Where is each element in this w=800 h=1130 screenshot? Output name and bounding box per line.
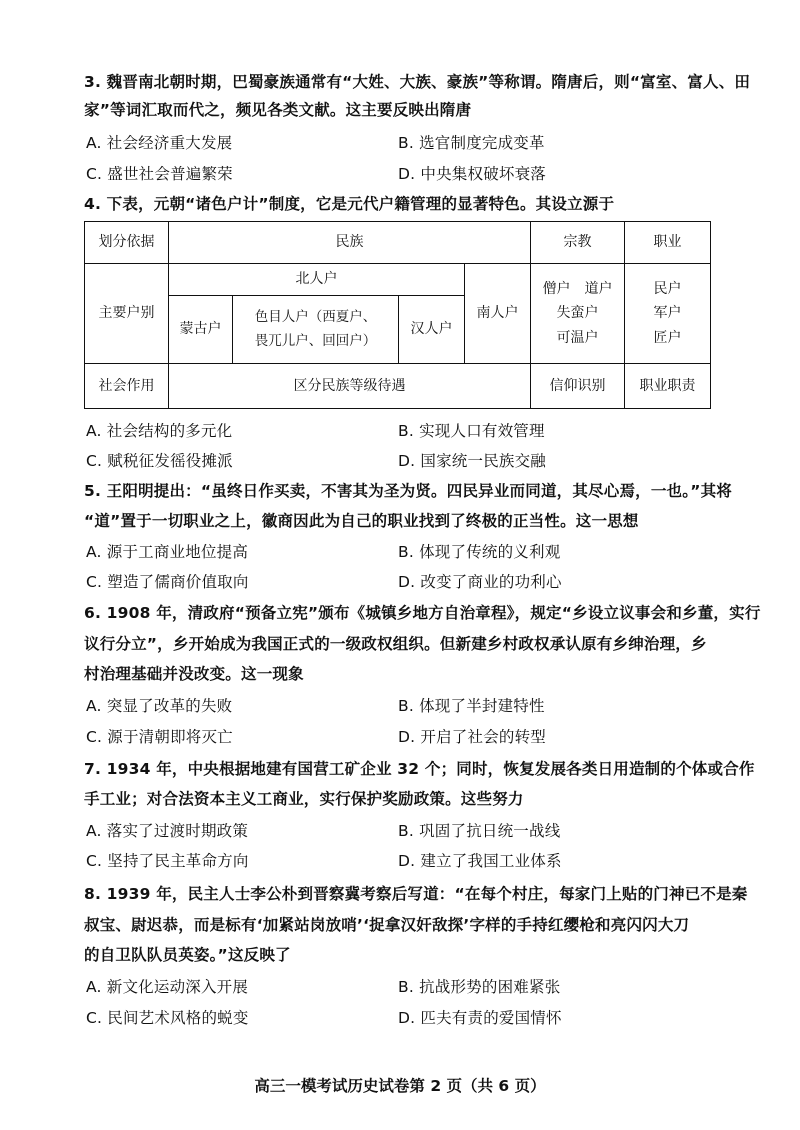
q8-option-a: A. 新文化运动深入开展 [86, 978, 249, 996]
q3-stem-line-1: 3. 魏晋南北朝时期，巴蜀豪族通常有“大姓、大族、豪族”等称谓。隋唐后，则“富室、富人、田 [84, 73, 751, 91]
table-cell-semu [233, 296, 399, 364]
q5-option-c: C. 塑造了儒商价值取向 [86, 573, 249, 591]
table-header-occupation: 职业 [625, 222, 711, 264]
q8-stem-line-2: 叔宝、尉迟恭，而是标有‘加紧站岗放哨’‘捉拿汉奸敌探’字样的手持红缨枪和亮闪闪大刀 [84, 916, 690, 934]
q7-option-d: D. 建立了我国工业体系 [398, 852, 562, 870]
q5-stem-line-2: “道”置于一切职业之上，徽商因此为自己的职业找到了终极的正当性。这一思想 [84, 512, 639, 530]
q6-option-b: B. 体现了半封建特性 [398, 697, 545, 715]
q8-stem-line-3: 的自卫队队员英姿。”这反映了 [84, 946, 291, 964]
household-registration-table [84, 221, 711, 409]
q4-option-c: C. 赋税征发徭役摊派 [86, 452, 233, 470]
semu-line-2: 畏兀儿户、回回户） [254, 332, 377, 349]
q3-option-d: D. 中央集权破坏衰落 [398, 165, 546, 183]
table-header-basis: 划分依据 [85, 222, 169, 264]
table-row-label-main: 主要户别 [85, 264, 169, 364]
q3-option-a: A. 社会经济重大发展 [86, 134, 233, 152]
q4-option-d: D. 国家统一民族交融 [398, 452, 546, 470]
occupation-type-2: 军户 [653, 305, 682, 322]
q7-option-c: C. 坚持了民主革命方向 [86, 852, 249, 870]
religion-type-3: 可温户 [556, 329, 599, 346]
table-cell-role-occupation: 职业职责 [625, 364, 711, 409]
q6-option-c: C. 源于清朝即将灭亡 [86, 728, 233, 746]
table-cell-han: 汉人户 [399, 296, 465, 364]
q3-stem-line-2: 家”等词汇取而代之，频见各类文献。这主要反映出隋唐 [84, 101, 472, 119]
q3-option-c: C. 盛世社会普遍繁荣 [86, 165, 233, 183]
q7-option-a: A. 落实了过渡时期政策 [86, 822, 249, 840]
q8-option-c: C. 民间艺术风格的蜕变 [86, 1009, 249, 1027]
table-header-ethnicity: 民族 [169, 222, 531, 264]
table-cell-south: 南人户 [465, 264, 531, 364]
q3-option-b: B. 选官制度完成变革 [398, 134, 545, 152]
page-footer: 高三一模考试历史试卷第 2 页（共 6 页） [254, 1077, 546, 1095]
religion-type-1: 僧户 道户 [542, 280, 613, 297]
q8-option-d: D. 匹夫有责的爱国情怀 [398, 1009, 562, 1027]
table-row-label-role: 社会作用 [85, 364, 169, 409]
q8-option-b: B. 抗战形势的困难紧张 [398, 978, 561, 996]
q6-stem-line-2: 议行分立”，乡开始成为我国正式的一级政权组织。但新建乡村政权承认原有乡绅治理，乡 [84, 635, 707, 653]
religion-type-2: 失蛮户 [556, 305, 599, 322]
table-cell-occupation-types [625, 264, 711, 364]
q4-stem-line-1: 4. 下表，元朝“诸色户计”制度，它是元代户籍管理的显著特色。其设立源于 [84, 195, 615, 213]
q7-stem-line-2: 手工业；对合法资本主义工商业，实行保护奖励政策。这些努力 [84, 790, 524, 808]
semu-line-1: 色目人户（西夏户、 [254, 308, 377, 325]
table-cell-north: 北人户 [169, 264, 465, 296]
q5-option-a: A. 源于工商业地位提高 [86, 543, 249, 561]
q6-option-d: D. 开启了社会的转型 [398, 728, 546, 746]
q6-stem-line-1: 6. 1908 年，清政府“预备立宪”颁布《城镇乡地方自治章程》，规定“乡设立议事会和乡董，实行 [84, 604, 761, 622]
table-cell-religion-types [531, 264, 625, 364]
q6-stem-line-3: 村治理基础并没改变。这一现象 [84, 665, 304, 683]
table-cell-mongol: 蒙古户 [169, 296, 233, 364]
q8-stem-line-1: 8. 1939 年，民主人士李公朴到晋察冀考察后写道：“在每个村庄，每家门上贴的门神已不是秦 [84, 885, 748, 903]
q7-stem-line-1: 7. 1934 年，中央根据地建有国营工矿企业 32 个；同时，恢复发展各类日用造制的个体或合作 [84, 760, 755, 778]
q5-stem-line-1: 5. 王阳明提出：“虽终日作买卖，不害其为圣为贤。四民异业而同道，其尽心焉，一也。”其将 [84, 482, 732, 500]
q6-option-a: A. 突显了改革的失败 [86, 697, 233, 715]
q7-option-b: B. 巩固了抗日统一战线 [398, 822, 561, 840]
table-header-religion: 宗教 [531, 222, 625, 264]
q5-option-d: D. 改变了商业的功利心 [398, 573, 562, 591]
occupation-type-3: 匠户 [653, 329, 682, 346]
q4-option-a: A. 社会结构的多元化 [86, 422, 233, 440]
occupation-type-1: 民户 [653, 280, 682, 297]
q5-option-b: B. 体现了传统的义利观 [398, 543, 561, 561]
q4-option-b: B. 实现人口有效管理 [398, 422, 545, 440]
table-cell-role-religion: 信仰识别 [531, 364, 625, 409]
table-cell-role-ethnic: 区分民族等级待遇 [169, 364, 531, 409]
